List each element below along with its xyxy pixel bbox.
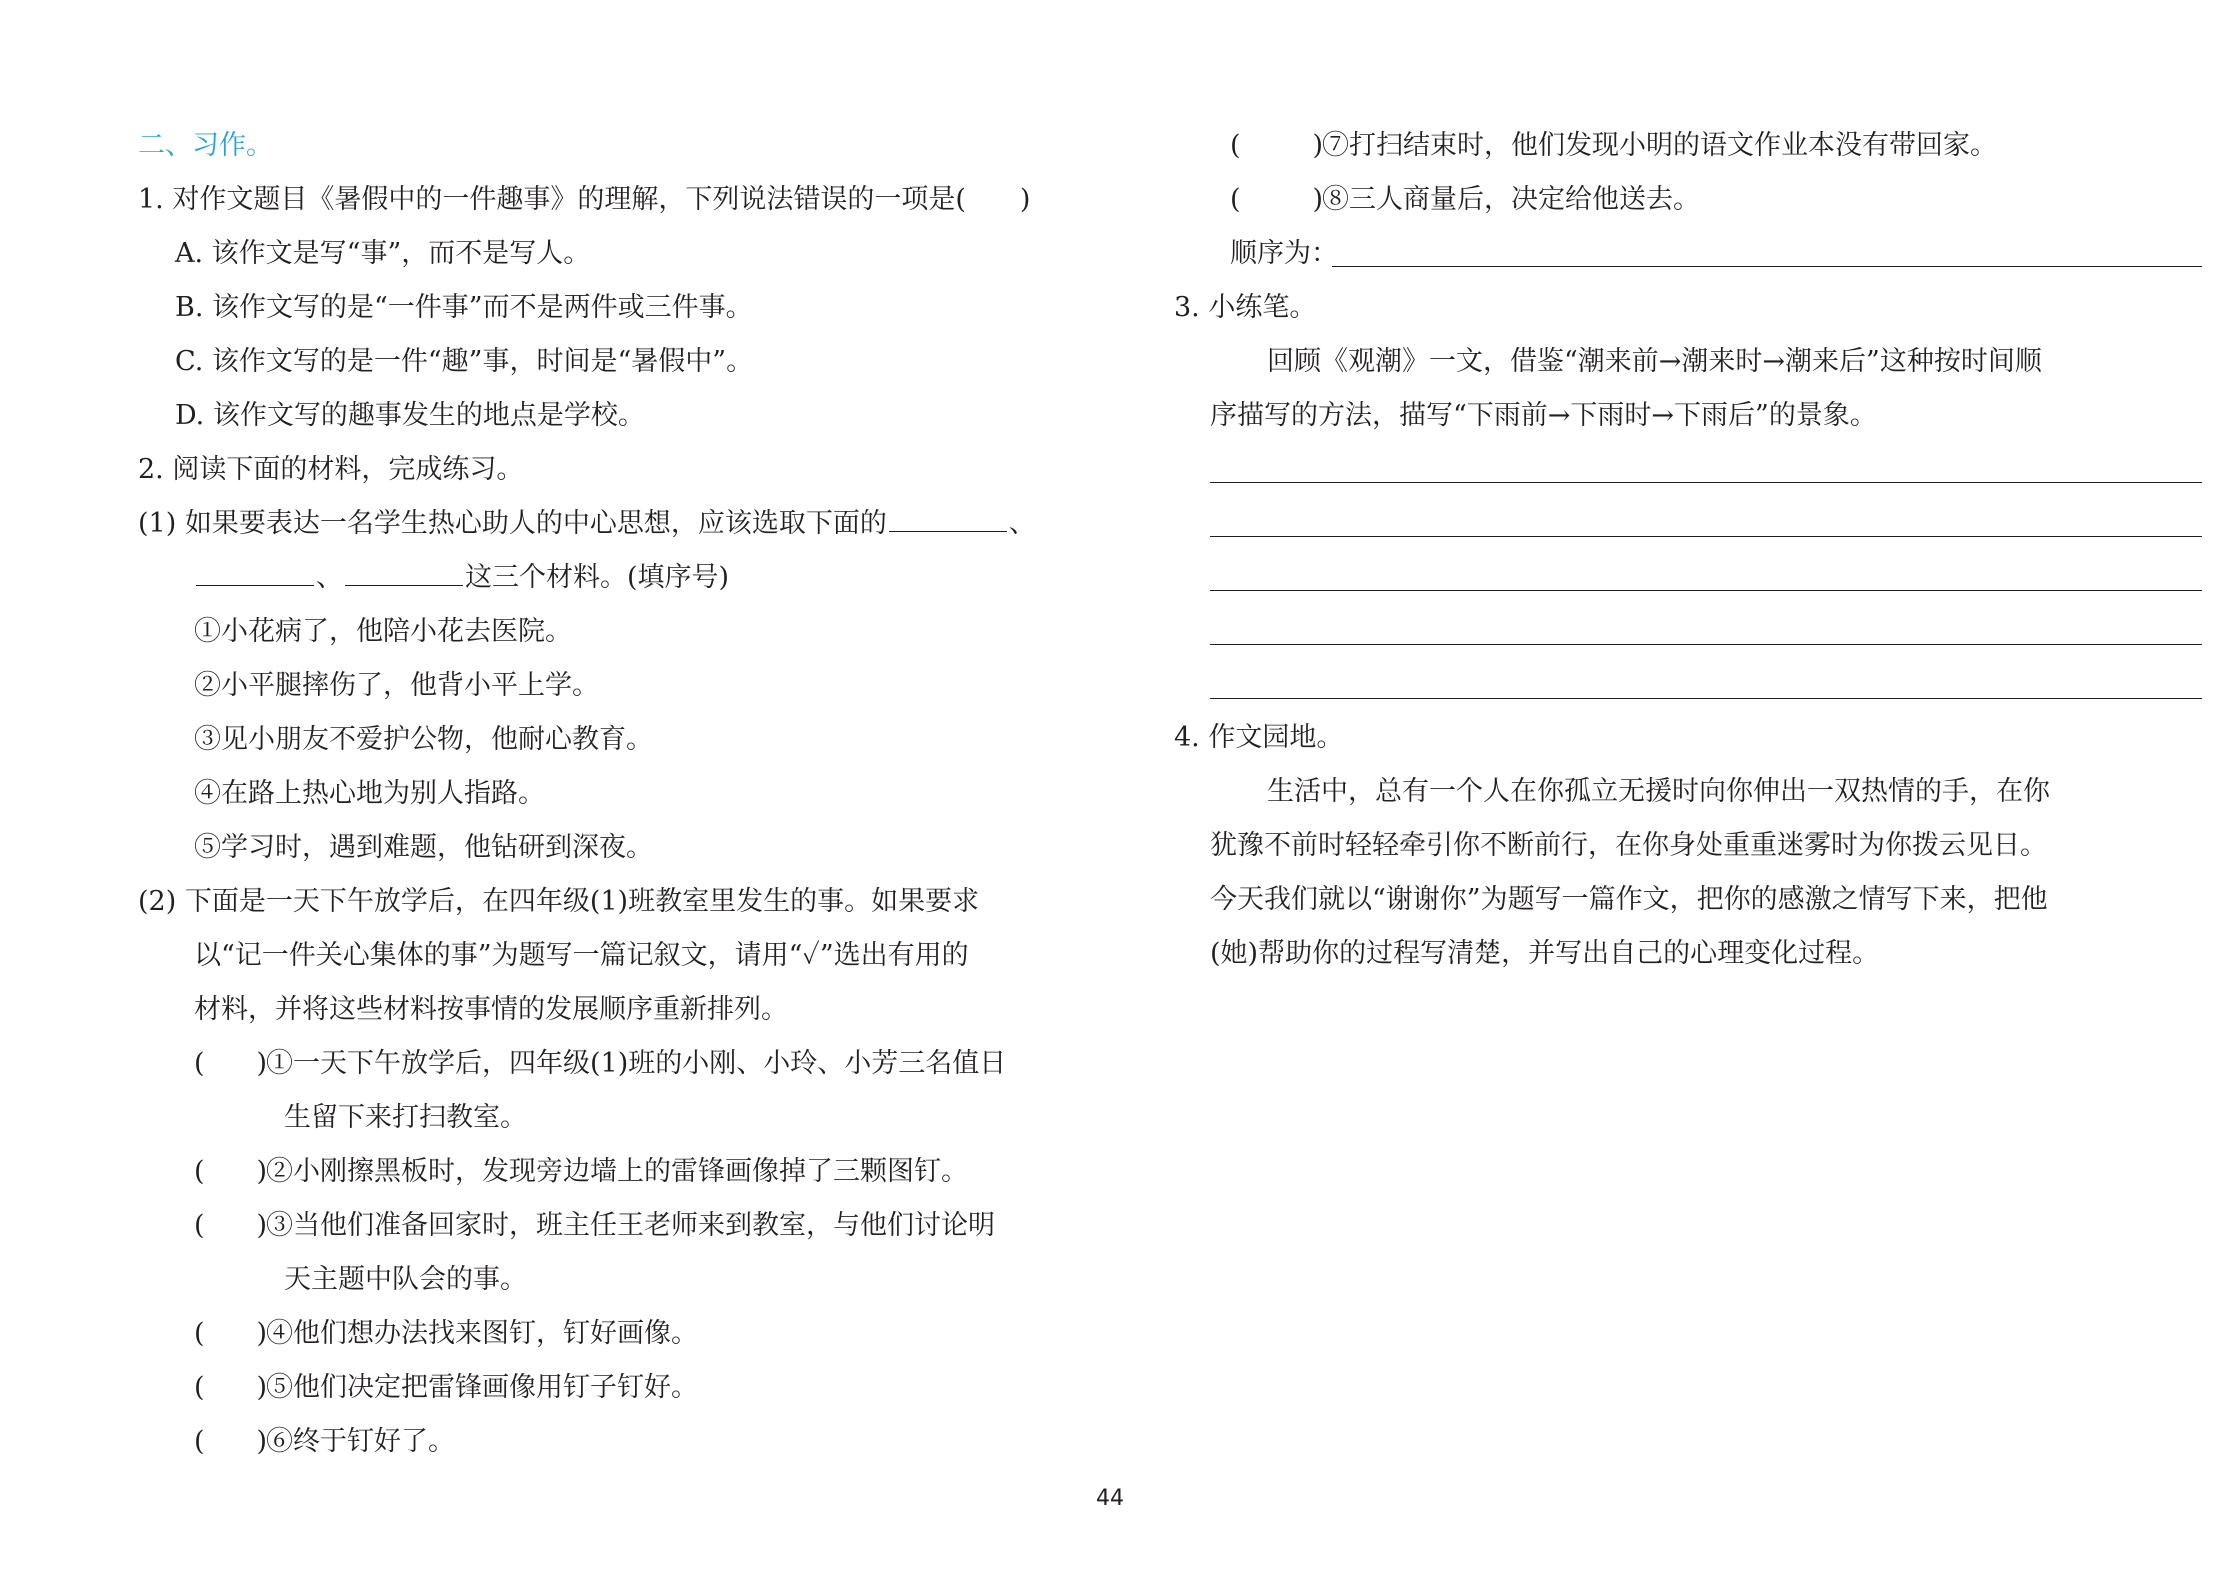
event-check-paren[interactable]: ( ) [194,1048,268,1079]
event-row-8 [1230,180,1700,220]
q2-p1-item-2: ②小平腿摔伤了，他背小平上学。 [194,670,599,701]
event-row-5 [194,1368,698,1408]
answer-blank-3[interactable] [345,559,463,586]
q2-p2-line1: (2) 下面是一天下午放学后，在四年级(1)班教室里发生的事。如果要求 [138,886,980,917]
q2-p2-line3: 材料，并将这些材料按事情的发展顺序重新排列。 [194,994,788,1025]
event-row-6 [194,1422,455,1462]
q2-p1-text: (1) 如果要表达一名学生热心助人的中心思想，应该选取下面的 [138,508,887,539]
event-check-paren[interactable]: ( ) [1230,130,1324,161]
writing-line-2[interactable] [1210,536,2202,537]
event-text: ①一天下午放学后，四年级(1)班的小刚、小玲、小芳三名值日 [266,1048,1007,1079]
event-text: ④他们想办法找来图钉，钉好画像。 [266,1318,698,1349]
blank-separator: 、 [1008,508,1036,539]
event-row-1 [194,1044,1006,1084]
q2-p1-line2 [194,558,729,598]
section-title: 二、习作。 [138,130,273,161]
q4-stem: 4. 作文园地。 [1174,722,1344,753]
q2-p1-item-4: ④在路上热心地为别人指路。 [194,778,545,809]
event-text: ⑧三人商量后，决定给他送去。 [1322,184,1700,215]
event-check-paren[interactable]: ( ) [194,1210,268,1241]
q4-line-2: 犹豫不前时轻轻牵引你不断前行，在你身处重重迷雾时为你拨云见日。 [1210,830,2047,861]
event-row-2 [194,1152,968,1192]
event-text: ②小刚擦黑板时，发现旁边墙上的雷锋画像掉了三颗图钉。 [266,1156,968,1187]
q2-p1-line1 [138,504,1036,544]
blank-separator: 、 [316,562,343,593]
event-check-paren[interactable]: ( ) [194,1156,268,1187]
event-check-paren[interactable]: ( ) [194,1372,268,1403]
event-row-4 [194,1314,698,1354]
event-row-3-cont: 天主题中队会的事。 [284,1264,527,1295]
q2-p1-line2-text: 这三个材料。(填序号) [465,562,730,593]
writing-line-5[interactable] [1210,698,2202,699]
q2-p1-item-5: ⑤学习时，遇到难题，他钻研到深夜。 [194,832,653,863]
order-answer-line[interactable] [1332,266,2202,267]
event-check-paren[interactable]: ( ) [194,1318,268,1349]
q1-stem: 1. 对作文题目《暑假中的一件趣事》的理解，下列说法错误的一项是( ) [138,184,1031,215]
answer-blank-1[interactable] [889,505,1007,532]
q2-stem: 2. 阅读下面的材料，完成练习。 [138,454,524,485]
q4-line-1: 生活中，总有一个人在你孤立无援时向你伸出一双热情的手，在你 [1267,776,2050,807]
event-check-paren[interactable]: ( ) [194,1426,268,1457]
writing-line-3[interactable] [1210,590,2202,591]
order-label: 顺序为： [1230,238,1338,269]
q3-line-1: 回顾《观潮》一文，借鉴“潮来前→潮来时→潮来后”这种按时间顺 [1267,346,2042,377]
writing-line-1[interactable] [1210,482,2202,483]
q3-line-2: 序描写的方法，描写“下雨前→下雨时→下雨后”的景象。 [1210,400,1877,431]
q2-p1-item-1: ①小花病了，他陪小花去医院。 [194,616,572,647]
q4-line-3: 今天我们就以“谢谢你”为题写一篇作文，把你的感激之情写下来，把他 [1210,884,2048,915]
answer-blank-2[interactable] [196,559,314,586]
q3-stem: 3. 小练笔。 [1174,292,1317,323]
q4-line-4: (她)帮助你的过程写清楚，并写出自己的心理变化过程。 [1210,938,1880,969]
q1-option-d: D. 该作文写的趣事发生的地点是学校。 [175,400,645,431]
q1-option-b: B. 该作文写的是“一件事”而不是两件或三件事。 [175,292,753,323]
event-text: ⑦打扫结束时，他们发现小明的语文作业本没有带回家。 [1322,130,1997,161]
q1-option-c: C. 该作文写的是一件“趣”事，时间是“暑假中”。 [175,346,754,377]
q2-p2-line2: 以“记一件关心集体的事”为题写一篇记叙文，请用“✓”选出有用的 [194,940,969,971]
event-text: ③当他们准备回家时，班主任王老师来到教室，与他们讨论明 [266,1210,995,1241]
page-number: 44 [1096,1486,1124,1511]
event-row-1-cont: 生留下来打扫教室。 [284,1102,527,1133]
event-text: ⑤他们决定把雷锋画像用钉子钉好。 [266,1372,698,1403]
event-row-3 [194,1206,995,1246]
event-text: ⑥终于钉好了。 [266,1426,455,1457]
q2-p1-item-3: ③见小朋友不爱护公物，他耐心教育。 [194,724,653,755]
q1-option-a: A. 该作文是写“事”，而不是写人。 [175,238,591,269]
event-check-paren[interactable]: ( ) [1230,184,1324,215]
event-row-7 [1230,126,1997,166]
writing-line-4[interactable] [1210,644,2202,645]
